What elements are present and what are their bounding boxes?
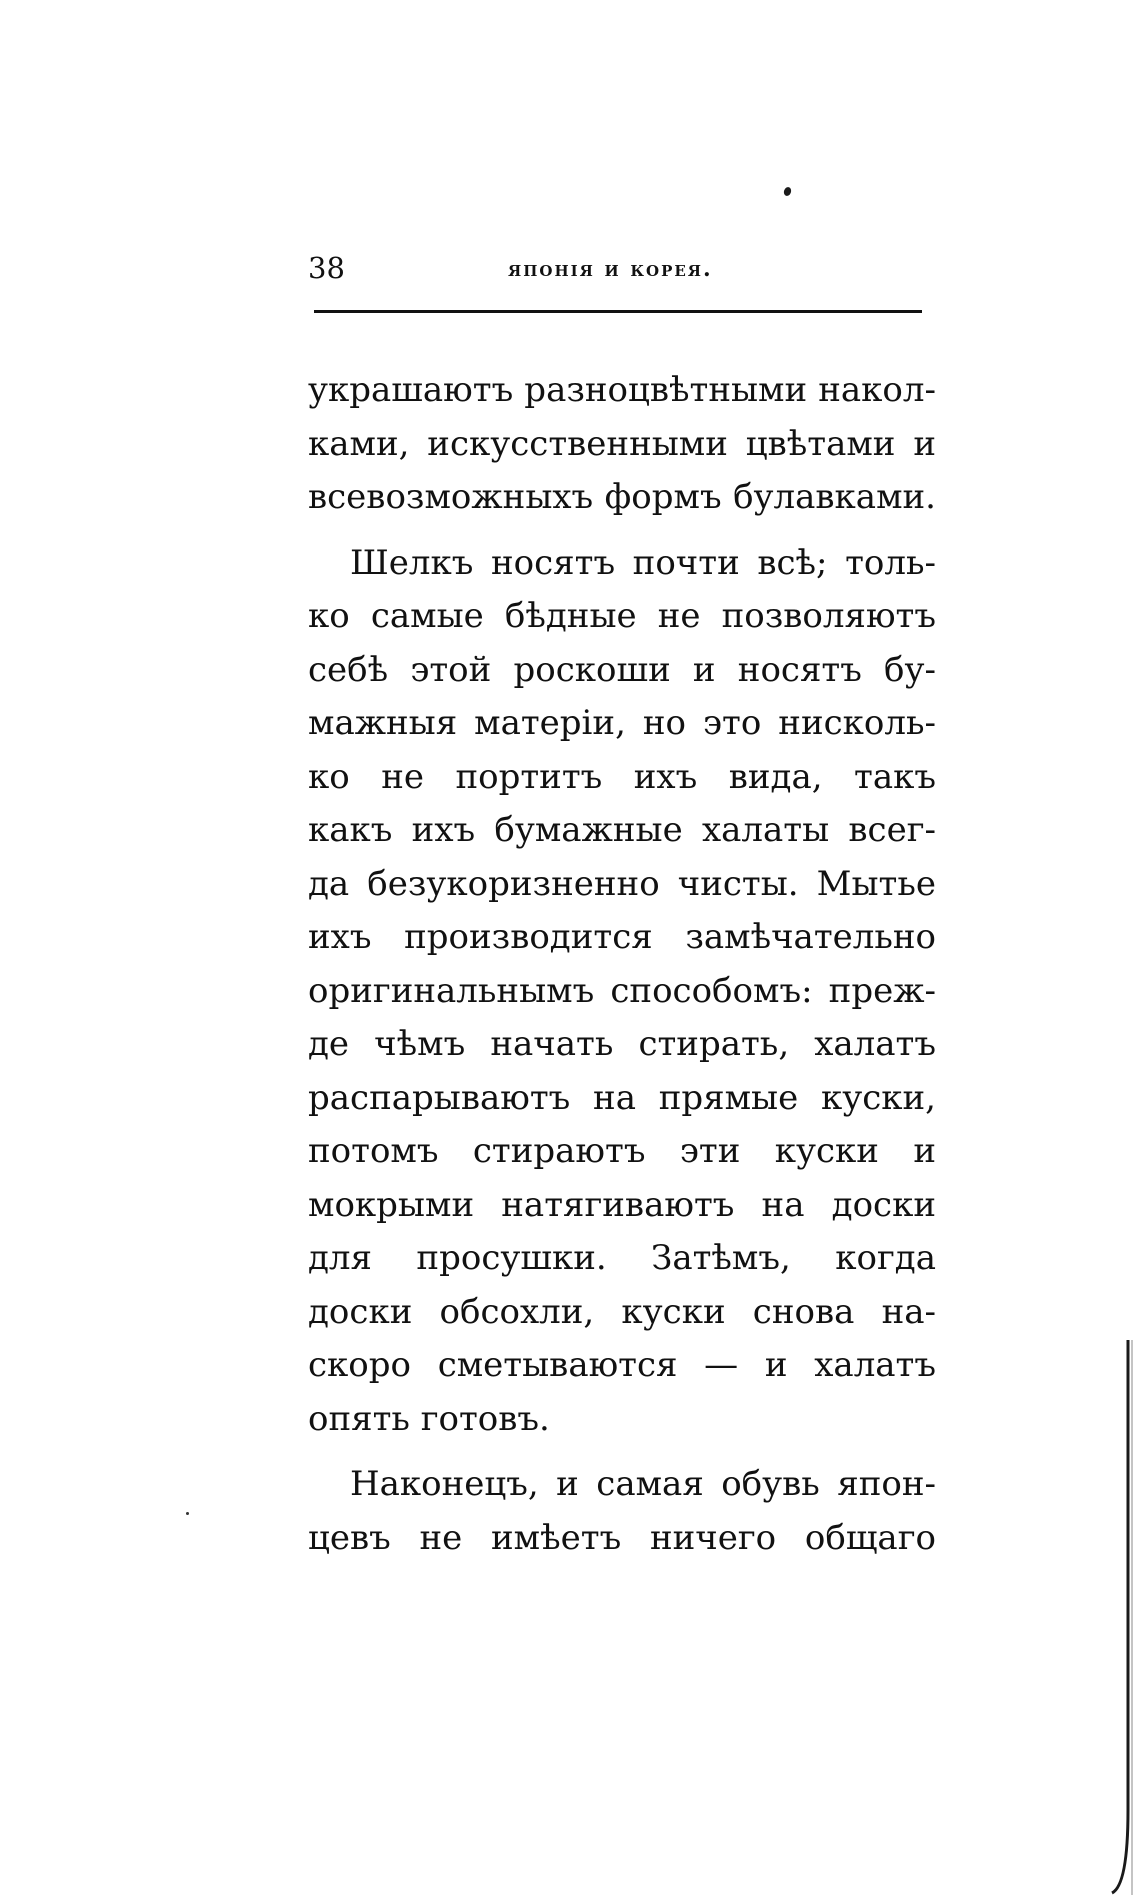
ink-speck bbox=[783, 186, 793, 197]
text-line: ками, искусственными цвѣтами и bbox=[308, 423, 936, 464]
text-line: де чѣмъ начать стирать, халатъ bbox=[308, 1024, 936, 1064]
running-title: японія и корея. bbox=[508, 256, 713, 282]
text-line: опять готовъ. bbox=[308, 1398, 550, 1439]
text-line: мажныя матеріи, но это нисколь- bbox=[308, 703, 936, 743]
text-line: себѣ этой роскоши и носятъ бу- bbox=[308, 649, 936, 690]
text-line: скоро сметываются — и халатъ bbox=[308, 1345, 936, 1385]
text-line: да безукоризненно чисты. Мытье bbox=[308, 863, 936, 904]
page-edge-shadow bbox=[1108, 1340, 1134, 1895]
text-line: украшаютъ разноцвѣтными накол- bbox=[308, 370, 936, 410]
text-line: для просушки. Затѣмъ, когда bbox=[308, 1238, 936, 1278]
page-number: 38 bbox=[308, 251, 345, 285]
text-line: доски обсохли, куски снова на- bbox=[308, 1291, 936, 1332]
text-line: Шелкъ носятъ почти всѣ; толь- bbox=[350, 542, 936, 583]
text-line: оригинальнымъ способомъ: преж- bbox=[308, 970, 936, 1011]
header-rule bbox=[314, 310, 922, 313]
text-line: Наконецъ, и самая обувь япон- bbox=[350, 1464, 936, 1504]
text-line: цевъ не имѣетъ ничего общаго bbox=[308, 1517, 936, 1558]
text-line: какъ ихъ бумажные халаты всег- bbox=[308, 810, 936, 850]
text-line: ихъ производится замѣчательно bbox=[308, 917, 936, 957]
ink-speck bbox=[186, 1512, 189, 1515]
text-line: потомъ стираютъ эти куски и bbox=[308, 1131, 936, 1171]
text-line: ко не портитъ ихъ вида, такъ bbox=[308, 756, 936, 797]
text-line: мокрыми натягиваютъ на доски bbox=[308, 1184, 936, 1225]
text-line: всевозможныхъ формъ булавками. bbox=[308, 477, 936, 517]
text-line: распарываютъ на прямые куски, bbox=[308, 1077, 936, 1118]
text-line: ко самые бѣдные не позволяютъ bbox=[308, 596, 936, 636]
body-text bbox=[308, 364, 936, 1565]
running-head bbox=[308, 248, 926, 288]
